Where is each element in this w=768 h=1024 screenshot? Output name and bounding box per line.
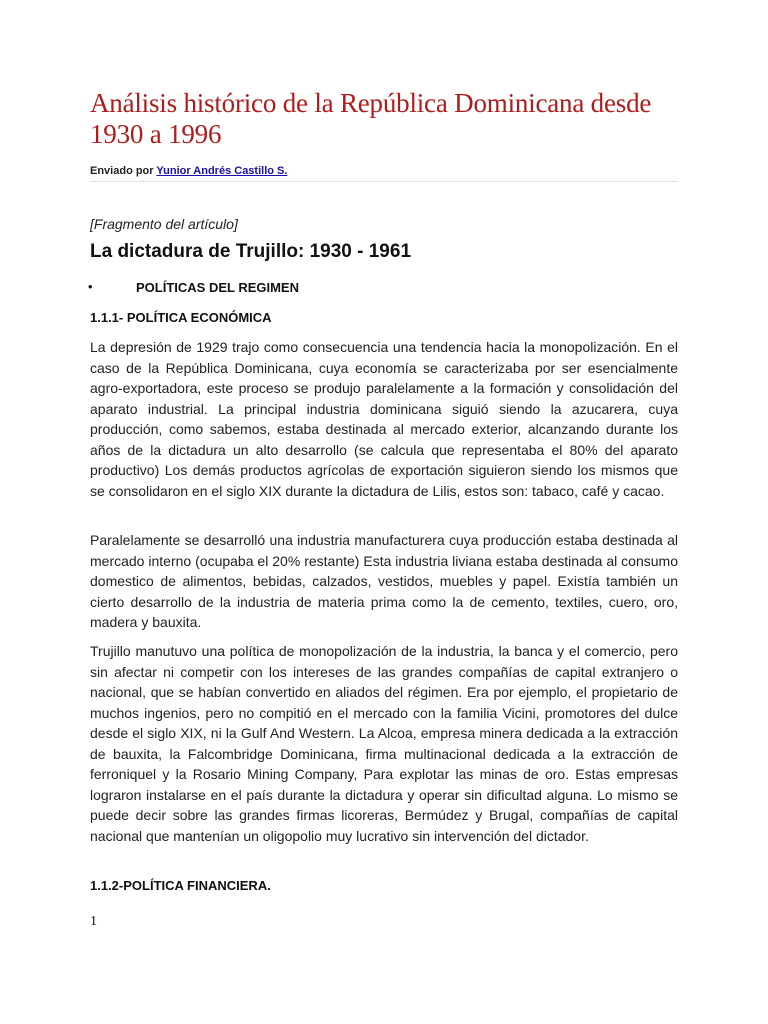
fragment-note: [Fragmento del artículo] <box>90 216 238 232</box>
subsection-heading-financiera: 1.1.2-POLÍTICA FINANCIERA. <box>90 878 271 893</box>
article-title: Análisis histórico de la República Dominicana desde 1930 a 1996 <box>90 88 652 149</box>
divider <box>90 181 678 182</box>
paragraph: Trujillo manutuvo una política de monopolización de la industria, la banca y el comercio, pero sin afectar ni competir con los intereses de las grandes compañías de capital extranjero o nacional, que se habían convertido en aliados del régimen. Era por ejemplo, el propietario de muchos ingenios, pero no compitió en el mercado con la familia Vicini, promotores del dulce desde el siglo XIX, ni la Gulf And Western. La Alcoa, empresa minera dedicada a la extracción de bauxita, la Falcombridge Dominicana, firma multinacional dedicada a la extracción de ferroniquel y la Rosario Mining Company, Para explotar las minas de oro. Estas empresas lograron instalarse en el país durante la dictadura y operar sin dificultad alguna. Lo mismo se puede decir sobre las grandes firmas licoreras, Bermúdez y Brugal, compañías de capital nacional que mantenían un oligopolio muy lucrativo sin intervención del dictador. <box>90 643 678 844</box>
bullet-glyph: • <box>88 279 93 294</box>
paragraph: Paralelamente se desarrolló una industria manufacturera cuya producción estaba destinada al mercado interno (ocupaba el 20% restante) Esta industria liviana estaba destinada al consumo domestico de alimentos, bebidas, calzados, vestidos, muebles y papel. Existía también un cierto desarrollo de la industria de materia prima como la de cemento, textiles, cuero, oro, madera y bauxita. <box>90 532 678 630</box>
paragraph: La depresión de 1929 trajo como consecuencia una tendencia hacia la monopolización. En el caso de la República Dominicana, cuya economía se caracterizaba por ser esencialmente agro-exportadora, este proceso se produjo paralelamente a la formación y consolidación del aparato industrial. La principal industria dominicana siguió siendo la azucarera, cuya producción, como sabemos, estaba destinada al mercado exterior, alcanzando durante los años de la dictadura un alto desarrollo (se calcula que representaba el 80% del aparato productivo) Los demás productos agrícolas de exportación siguieron siendo los mismos que se consolidaron en el siglo XIX durante la dictadura de Lilis, estos son: tabaco, café y cacao. <box>90 339 678 499</box>
page-number: 1 <box>90 914 97 929</box>
author-link[interactable]: Yunior Andrés Castillo S. <box>156 165 288 177</box>
byline <box>90 165 287 177</box>
byline-prefix: Enviado por <box>90 165 154 177</box>
subsection-heading-economica: 1.1.1- POLÍTICA ECONÓMICA <box>90 310 272 325</box>
section-heading: La dictadura de Trujillo: 1930 - 1961 <box>90 241 412 262</box>
bullet-label: POLÍTICAS DEL REGIMEN <box>136 280 299 295</box>
